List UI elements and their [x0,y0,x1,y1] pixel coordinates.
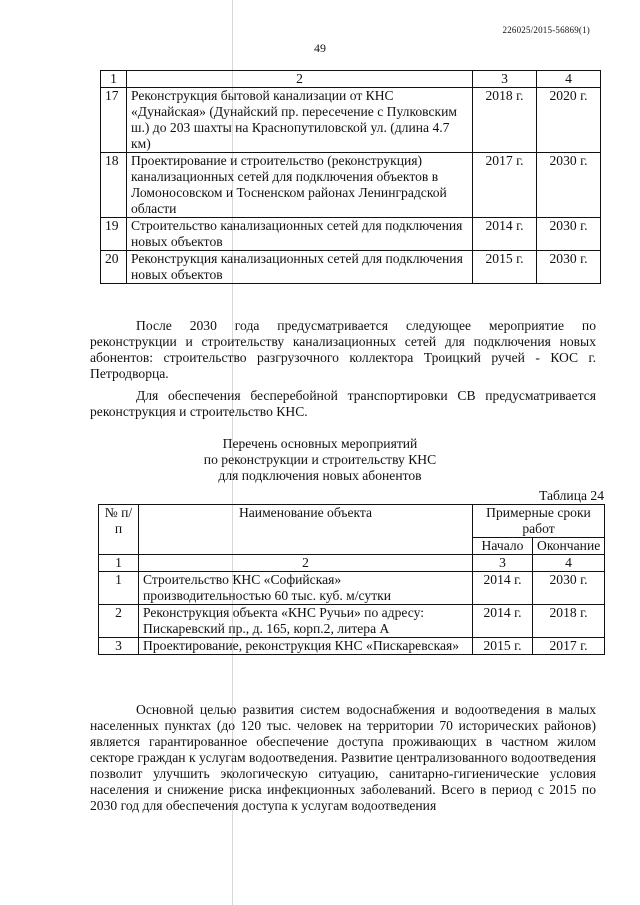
list-title [0,436,640,484]
row-number: 19 [101,218,127,251]
row-name: Проектирование и строительство (реконструкция) канализационных сетей для подключения объектов в Ломоносовском и Тосненском районах Ленинградской области [127,153,473,218]
header-cell: 4 [537,71,601,88]
table-row [101,153,601,218]
row-end: 2030 г. [537,153,601,218]
row-end: 2017 г. [533,638,605,655]
row-name: Реконструкция бытовой канализации от КНС «Дунайская» (Дунайский пр. пересечение с Пулковским ш.) до 203 шахты на Краснопутиловской ул. (длина 4.7 км) [127,88,473,153]
table-header-row [101,71,601,88]
row-name: Строительство КНС «Софийская» производительностью 60 тыс. куб. м/сутки [139,572,473,605]
row-end: 2030 г. [537,251,601,284]
row-start: 2018 г. [473,88,537,153]
kns-measures-table [98,504,605,655]
index-cell: 3 [473,555,533,572]
table-row [101,251,601,284]
table-row [101,218,601,251]
table-row [99,572,605,605]
index-cell: 4 [533,555,605,572]
header-name: Наименование объекта [139,505,473,555]
table-row [99,638,605,655]
row-name: Реконструкция объекта «КНС Ручьи» по адресу: Пискаревский пр., д. 165, корп.2, литера А [139,605,473,638]
row-start: 2015 г. [473,638,533,655]
header-cell: 2 [127,71,473,88]
row-end: 2018 г. [533,605,605,638]
table-caption: Таблица 24 [539,488,604,503]
row-name: Строительство канализационных сетей для подключения новых объектов [127,218,473,251]
measures-table-continuation [100,70,601,284]
row-end: 2030 г. [533,572,605,605]
list-title-line: Перечень основных мероприятий [222,436,418,451]
row-number: 18 [101,153,127,218]
header-end: Окончание [533,538,605,555]
row-start: 2014 г. [473,572,533,605]
row-number: 17 [101,88,127,153]
row-number: 3 [99,638,139,655]
row-number: 2 [99,605,139,638]
table-row [99,605,605,638]
header-number: № п/п [99,505,139,555]
paragraph-kns-transport: Для обеспечения бесперебойной транспортировки СВ предусматривается реконструкция и строительство КНС. [90,388,596,419]
list-title-line: для подключения новых абонентов [218,468,422,483]
row-number: 20 [101,251,127,284]
index-cell: 1 [99,555,139,572]
header-cell: 1 [101,71,127,88]
paragraph-after-2030: После 2030 года предусматривается следующее мероприятие по реконструкции и строительству канализационных сетей для подключения новых абонентов: строительство разгрузочного коллектора Троицкий ручей - КОС г. Петродворца. [90,318,596,381]
row-start: 2014 г. [473,218,537,251]
header-terms: Примерные сроки работ [473,505,605,538]
table-header-row [99,505,605,538]
table-index-row [99,555,605,572]
row-end: 2030 г. [537,218,601,251]
row-end: 2020 г. [537,88,601,153]
document-id: 226025/2015-56869(1) [502,25,590,35]
row-name: Проектирование, реконструкция КНС «Пискаревская» [139,638,473,655]
row-start: 2015 г. [473,251,537,284]
list-title-line: по реконструкции и строительству КНС [203,452,437,467]
paragraph-main-goal: Основной целью развития систем водоснабжения и водоотведения в малых населенных пунктах (до 120 тыс. человек на территории 70 исторических районов) является гарантированное обеспечение доступа проживающих в частном жилом секторе граждан к услугам водоотведения. Развитие централизованного водоотведения позволит улучшить экологическую ситуацию, санитарно-гигиенические условия населения и снижение риска инфекционных заболеваний. Всего в период с 2015 по 2030 год для обеспечения доступа к услугам водоотведения [90,702,596,813]
page-number: 49 [314,41,326,55]
header-start: Начало [473,538,533,555]
row-start: 2017 г. [473,153,537,218]
index-cell: 2 [139,555,473,572]
row-number: 1 [99,572,139,605]
table-row [101,88,601,153]
row-start: 2014 г. [473,605,533,638]
header-cell: 3 [473,71,537,88]
row-name: Реконструкция канализационных сетей для подключения новых объектов [127,251,473,284]
